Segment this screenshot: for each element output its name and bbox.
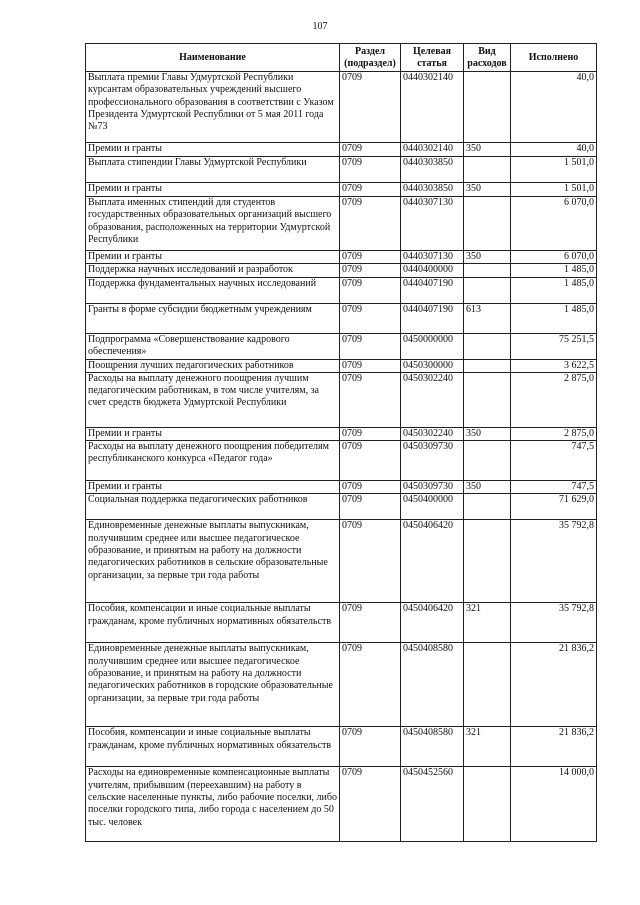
cell-done: 2 875,0 [511,372,597,427]
cell-type [464,767,511,842]
table-row [86,157,597,183]
cell-section: 0709 [340,441,401,481]
cell-name: Подпрограмма «Совершенствование кадрового обеспечения» [86,333,340,359]
table-row [86,603,597,643]
table-row [86,372,597,427]
cell-type: 321 [464,603,511,643]
cell-type: 321 [464,727,511,767]
table-row [86,481,597,494]
cell-type: 350 [464,251,511,264]
cell-article: 0450452560 [401,767,464,842]
cell-article: 0450300000 [401,359,464,372]
cell-article: 0450302240 [401,427,464,440]
cell-name: Премии и гранты [86,427,340,440]
cell-article: 0440303850 [401,183,464,197]
header-name: Наименование [86,44,340,72]
cell-done: 6 070,0 [511,251,597,264]
cell-done: 40,0 [511,72,597,143]
cell-section: 0709 [340,643,401,727]
cell-type [464,157,511,183]
cell-name: Социальная поддержка педагогических работников [86,494,340,520]
cell-article: 0450408580 [401,643,464,727]
cell-article: 0450400000 [401,494,464,520]
cell-type [464,643,511,727]
cell-article: 0450309730 [401,481,464,494]
cell-article: 0450408580 [401,727,464,767]
cell-type: 350 [464,143,511,157]
table-row [86,251,597,264]
cell-name: Расходы на единовременные компенсационные выплаты учителям, прибывшим (переехавшим) на работу в сельские населенные пункты, либо рабочие поселки, либо поселки городского типа, либо города с населением до 50 тыс. человек [86,767,340,842]
table-row [86,333,597,359]
cell-section: 0709 [340,520,401,603]
header-done: Исполнено [511,44,597,72]
table-row [86,643,597,727]
cell-section: 0709 [340,264,401,277]
cell-name: Премии и гранты [86,251,340,264]
cell-done: 747,5 [511,441,597,481]
cell-article: 0440307130 [401,197,464,251]
cell-section: 0709 [340,427,401,440]
cell-type: 613 [464,303,511,333]
cell-done: 1 501,0 [511,157,597,183]
cell-type [464,72,511,143]
table-row [86,441,597,481]
cell-name: Расходы на выплату денежного поощрения лучшим педагогическим работникам, в том числе учителям, за счет средств бюджета Удмуртской Республики [86,372,340,427]
cell-article: 0450406420 [401,520,464,603]
table-row [86,264,597,277]
cell-section: 0709 [340,767,401,842]
cell-type [464,277,511,303]
cell-section: 0709 [340,333,401,359]
table-body [86,72,597,842]
cell-name: Поддержка научных исследований и разработок [86,264,340,277]
cell-article: 0440400000 [401,264,464,277]
cell-type [464,372,511,427]
table-row [86,767,597,842]
cell-section: 0709 [340,157,401,183]
table-row [86,494,597,520]
cell-done: 3 622,5 [511,359,597,372]
cell-done: 14 000,0 [511,767,597,842]
cell-article: 0440302140 [401,72,464,143]
cell-section: 0709 [340,481,401,494]
header-row [86,44,597,72]
cell-done: 1 485,0 [511,303,597,333]
cell-section: 0709 [340,197,401,251]
cell-name: Премии и гранты [86,481,340,494]
table-row [86,277,597,303]
cell-article: 0440303850 [401,157,464,183]
header-article: Целевая статья [401,44,464,72]
cell-article: 0440407190 [401,303,464,333]
cell-article: 0450302240 [401,372,464,427]
cell-done: 40,0 [511,143,597,157]
table-row [86,359,597,372]
cell-type [464,333,511,359]
cell-name: Премии и гранты [86,143,340,157]
table-row [86,72,597,143]
page-number: 107 [312,21,328,32]
cell-type [464,520,511,603]
cell-done: 1 501,0 [511,183,597,197]
cell-done: 1 485,0 [511,264,597,277]
cell-name: Единовременные денежные выплаты выпускникам, получившим среднее или высшее педагогическое образование, и принятым на работу на должности педагогических работников в городские образовательные организации, за первые три года работы [86,643,340,727]
table-row [86,520,597,603]
table-row [86,143,597,157]
cell-type [464,359,511,372]
cell-section: 0709 [340,494,401,520]
cell-section: 0709 [340,251,401,264]
cell-type: 350 [464,427,511,440]
cell-type: 350 [464,183,511,197]
budget-table [85,43,597,842]
cell-name: Гранты в форме субсидии бюджетным учреждениям [86,303,340,333]
cell-article: 0440302140 [401,143,464,157]
cell-article: 0450309730 [401,441,464,481]
cell-article: 0450000000 [401,333,464,359]
table-row [86,183,597,197]
cell-name: Премии и гранты [86,183,340,197]
cell-type [464,264,511,277]
header-type: Вид расходов [464,44,511,72]
cell-done: 1 485,0 [511,277,597,303]
table-row [86,197,597,251]
cell-section: 0709 [340,72,401,143]
cell-name: Поддержка фундаментальных научных исследований [86,277,340,303]
cell-done: 75 251,5 [511,333,597,359]
cell-done: 747,5 [511,481,597,494]
cell-section: 0709 [340,603,401,643]
table-row [86,727,597,767]
cell-article: 0440307130 [401,251,464,264]
cell-section: 0709 [340,727,401,767]
cell-done: 35 792,8 [511,520,597,603]
cell-section: 0709 [340,359,401,372]
cell-name: Выплата именных стипендий для студентов государственных образовательных организаций высшего образования, расположенных на территории Удмуртской Республики [86,197,340,251]
cell-type [464,441,511,481]
cell-section: 0709 [340,303,401,333]
cell-name: Пособия, компенсации и иные социальные выплаты гражданам, кроме публичных нормативных обязательств [86,603,340,643]
cell-section: 0709 [340,183,401,197]
cell-done: 21 836,2 [511,643,597,727]
cell-name: Расходы на выплату денежного поощрения победителям республиканского конкурса «Педагог года» [86,441,340,481]
cell-article: 0450406420 [401,603,464,643]
cell-name: Единовременные денежные выплаты выпускникам, получившим среднее или высшее педагогическое образование, и принятым на работу на должности педагогических работников в сельские образовательные организации, за первые три года работы [86,520,340,603]
cell-article: 0440407190 [401,277,464,303]
cell-done: 2 875,0 [511,427,597,440]
cell-done: 21 836,2 [511,727,597,767]
cell-name: Выплата премии Главы Удмуртской Республики курсантам образовательных учреждений высшего профессионального образования в соответствии с Указом Президента Удмуртской Республики от 5 мая 2011 года №73 [86,72,340,143]
cell-type: 350 [464,481,511,494]
cell-section: 0709 [340,372,401,427]
table-row [86,427,597,440]
cell-done: 35 792,8 [511,603,597,643]
cell-type [464,197,511,251]
cell-type [464,494,511,520]
table-row [86,303,597,333]
header-section: Раздел (подраздел) [340,44,401,72]
cell-name: Пособия, компенсации и иные социальные выплаты гражданам, кроме публичных нормативных обязательств [86,727,340,767]
cell-name: Выплата стипендии Главы Удмуртской Республики [86,157,340,183]
cell-done: 6 070,0 [511,197,597,251]
cell-section: 0709 [340,143,401,157]
cell-section: 0709 [340,277,401,303]
cell-done: 71 629,0 [511,494,597,520]
cell-name: Поощрения лучших педагогических работников [86,359,340,372]
